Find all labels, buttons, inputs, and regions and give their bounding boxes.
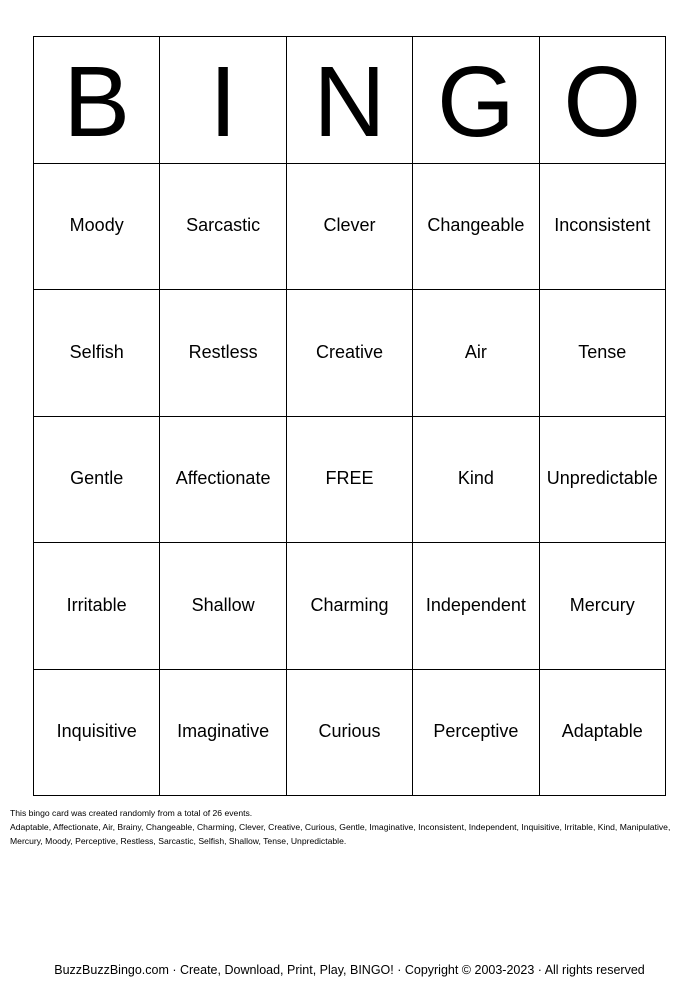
bingo-cell: Curious xyxy=(287,670,413,797)
bingo-cell: Selfish xyxy=(34,290,160,417)
bingo-cell: Irritable xyxy=(34,543,160,670)
bingo-cell: Inquisitive xyxy=(34,670,160,797)
bingo-cell: Sarcastic xyxy=(160,164,286,291)
header-letter-n: N xyxy=(287,37,413,164)
card-footnote xyxy=(10,806,690,848)
bingo-card xyxy=(33,36,666,796)
bingo-cell: Moody xyxy=(34,164,160,291)
bingo-cell: Charming xyxy=(287,543,413,670)
header-letter-b: B xyxy=(34,37,160,164)
bingo-cell: Imaginative xyxy=(160,670,286,797)
free-space-cell: FREE xyxy=(287,417,413,544)
bingo-cell: Unpredictable xyxy=(540,417,666,544)
header-letter-g: G xyxy=(413,37,539,164)
page-footer: BuzzBuzzBingo.com · Create, Download, Print, Play, BINGO! · Copyright © 2003-2023 · All rights reserved xyxy=(54,963,645,977)
bingo-cell: Kind xyxy=(413,417,539,544)
bingo-cell: Affectionate xyxy=(160,417,286,544)
bingo-cell: Creative xyxy=(287,290,413,417)
bingo-cell: Air xyxy=(413,290,539,417)
bingo-cell: Adaptable xyxy=(540,670,666,797)
bingo-cell: Clever xyxy=(287,164,413,291)
bingo-cell: Restless xyxy=(160,290,286,417)
bingo-cell: Inconsistent xyxy=(540,164,666,291)
header-letter-o: O xyxy=(540,37,666,164)
bingo-cell: Changeable xyxy=(413,164,539,291)
bingo-cell: Independent xyxy=(413,543,539,670)
bingo-cell: Gentle xyxy=(34,417,160,544)
bingo-cell: Tense xyxy=(540,290,666,417)
bingo-cell: Mercury xyxy=(540,543,666,670)
bingo-cell: Perceptive xyxy=(413,670,539,797)
footnote-event-list: Adaptable, Affectionate, Air, Brainy, Changeable, Charming, Clever, Creative, Curious, Gentle, Imaginative, Inconsistent, Independent, Inquisitive, Irritable, Kind, Manipulative, Mercury, Moody, Perceptive, Restless, Sarcastic, Selfish, Shallow, Tense, Unpredictable. xyxy=(10,822,671,846)
header-letter-i: I xyxy=(160,37,286,164)
bingo-cell: Shallow xyxy=(160,543,286,670)
footnote-intro: This bingo card was created randomly from a total of 26 events. xyxy=(10,808,253,818)
